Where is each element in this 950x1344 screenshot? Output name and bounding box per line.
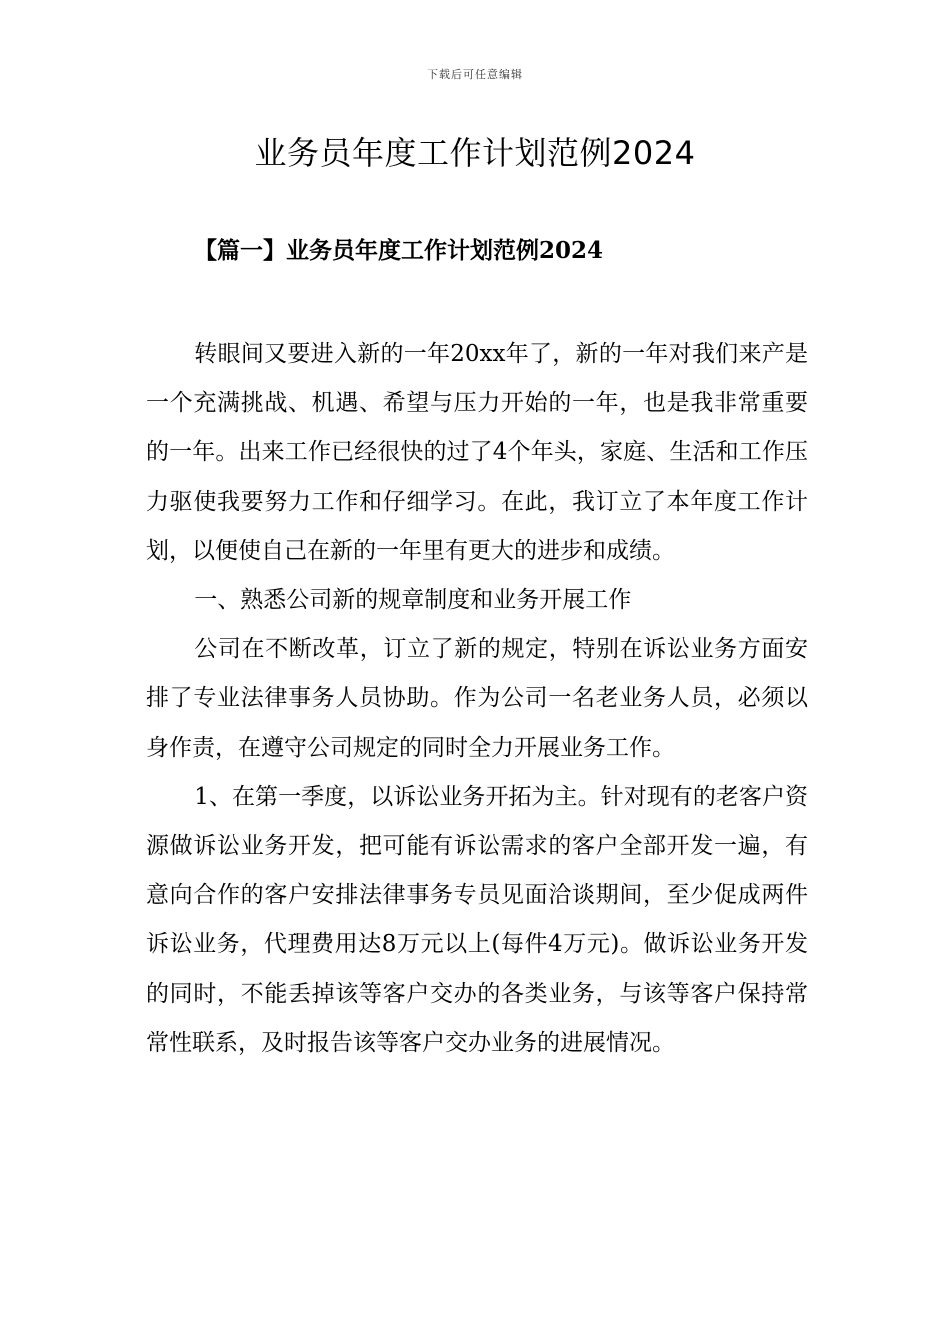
document-body — [146, 330, 808, 1068]
paragraph-rules: 公司在不断改革，订立了新的规定，特别在诉讼业务方面安排了专业法律事务人员协助。作为公司一名老业务人员，必须以身作责，在遵守公司规定的同时全力开展业务工作。 — [146, 636, 808, 761]
section-title: 【篇一】业务员年度工作计划范例2024 — [194, 237, 604, 264]
document-title: 业务员年度工作计划范例2024 — [254, 134, 696, 172]
paragraph-intro: 转眼间又要进入新的一年20xx年了，新的一年对我们来产是一个充满挑战、机遇、希望与压力开始的一年，也是我非常重要的一年。出来工作已经很快的过了4个年头，家庭、生活和工作压力驱使我要努力工作和仔细学习。在此，我订立了本年度工作计划，以便使自己在新的一年里有更大的进步和成绩。 — [146, 341, 808, 564]
paragraph-heading: 一、熟悉公司新的规章制度和业务开展工作 — [194, 587, 632, 614]
paragraph-q1-plan: 1、在第一季度，以诉讼业务开拓为主。针对现有的老客户资源做诉讼业务开发，把可能有诉讼需求的客户全部开发一遍，有意向合作的客户安排法律事务专员见面洽谈期间，至少促成两件诉讼业务，代理费用达8万元以上(每件4万元)。做诉讼业务开发的同时，不能丢掉该等客户交办的各类业务，与该等客户保持常常性联系，及时报告该等客户交办业务的进展情况。 — [146, 783, 808, 1056]
header-note: 下载后可任意编辑 — [427, 68, 523, 81]
